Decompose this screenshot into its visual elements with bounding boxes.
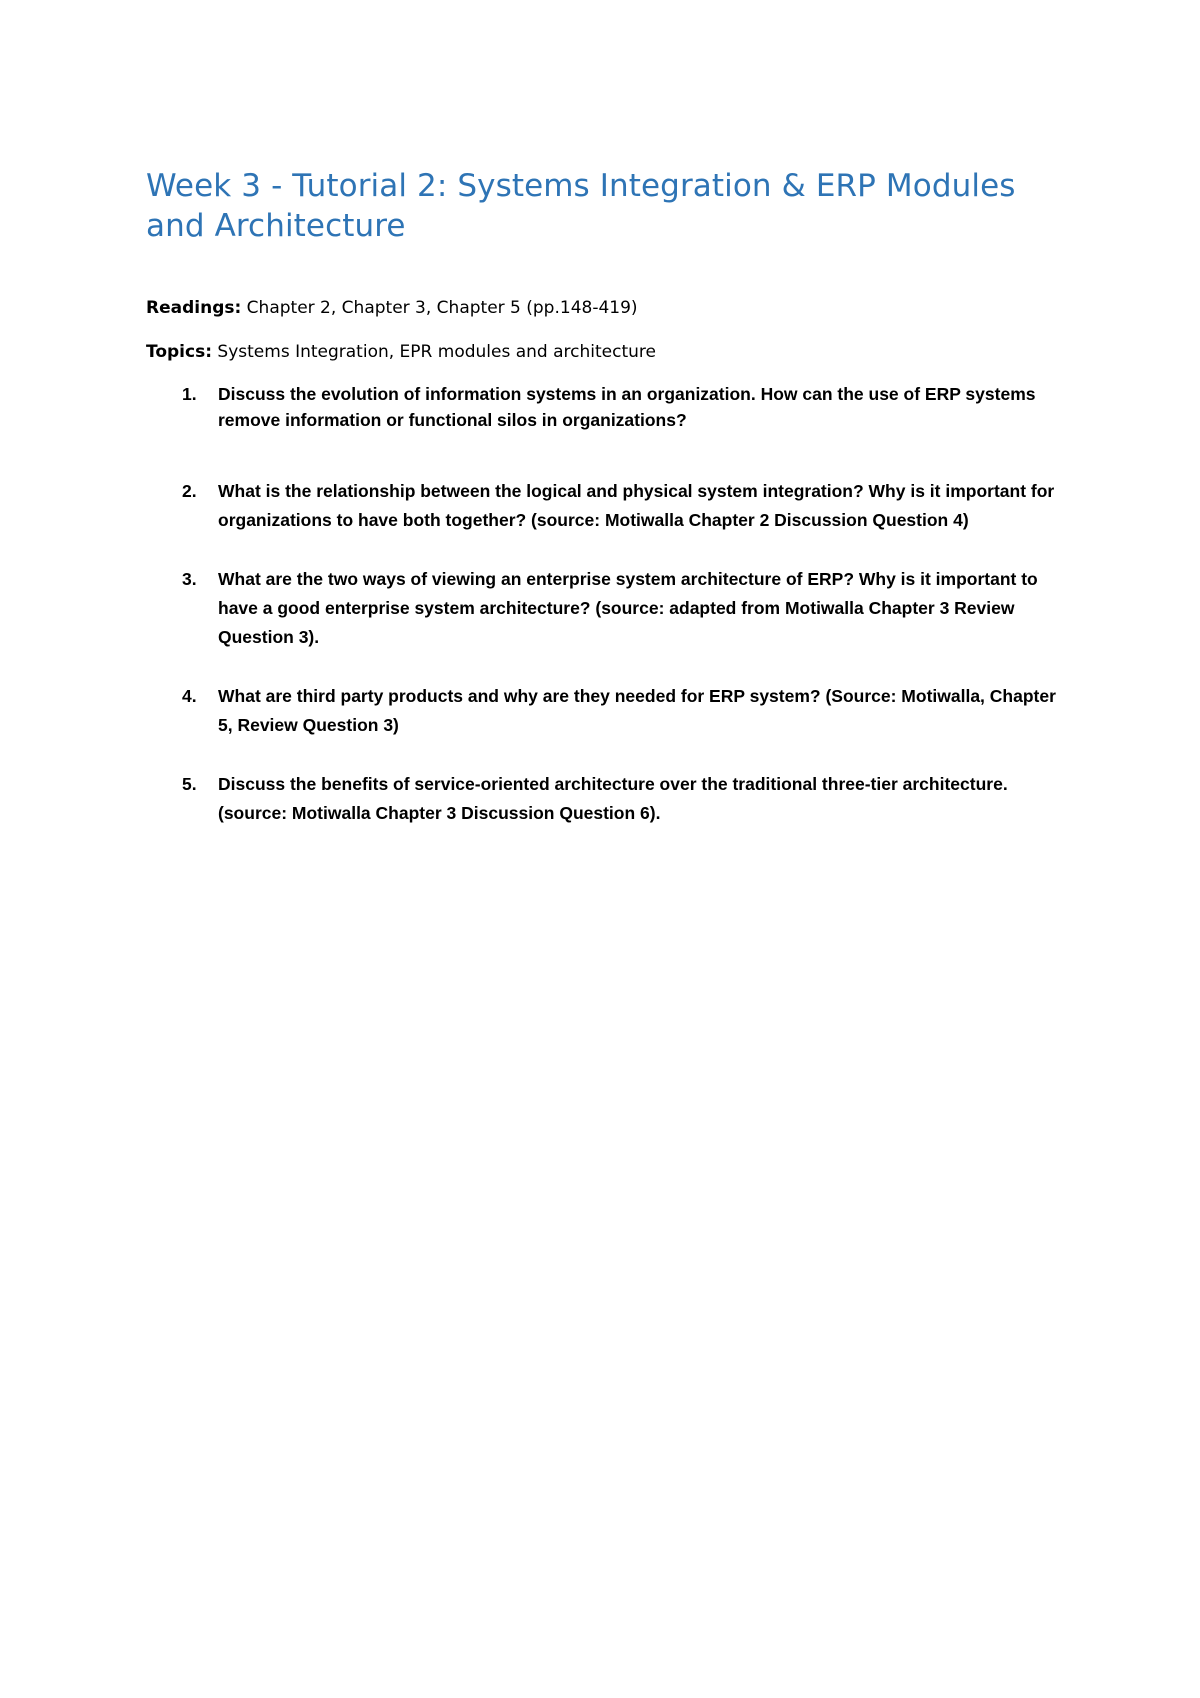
- topics-line: [146, 340, 1066, 364]
- question-number: 5.: [182, 774, 197, 794]
- question-text: Discuss the evolution of information systems in an organization. How can the use of ERP systems remove information or functional silos in organizations?: [218, 384, 1036, 430]
- topics-text: Systems Integration, EPR modules and architecture: [212, 342, 656, 362]
- question-text: What are the two ways of viewing an enterprise system architecture of ERP? Why is it important to have a good enterprise system architecture? (source: adapted from Motiwalla Chapter 3 Review Question 3).: [218, 569, 1038, 647]
- readings-label: Readings:: [146, 298, 242, 318]
- question-text: What is the relationship between the logical and physical system integration? Why is it important for organizations to have both together? (source: Motiwalla Chapter 2 Discussion Question 4): [218, 481, 1055, 530]
- question-number: 1.: [182, 384, 197, 404]
- question-item: [146, 477, 1066, 535]
- topics-label: Topics:: [146, 342, 213, 362]
- readings-text: Chapter 2, Chapter 3, Chapter 5 (pp.148-419): [241, 298, 638, 318]
- question-item: [146, 381, 1066, 433]
- question-number: 3.: [182, 569, 197, 589]
- question-item: [146, 770, 1066, 828]
- question-number: 2.: [182, 481, 197, 501]
- document-title: Week 3 - Tutorial 2: Systems Integration & ERP Modules and Architecture: [146, 168, 1016, 244]
- question-text: What are third party products and why are they needed for ERP system? (Source: Motiwalla, Chapter 5, Review Question 3): [218, 686, 1056, 735]
- question-text: Discuss the benefits of service-oriented architecture over the traditional three-tier architecture. (source: Motiwalla Chapter 3 Discussion Question 6).: [218, 774, 1008, 823]
- question-number: 4.: [182, 686, 197, 706]
- question-item: [146, 565, 1066, 652]
- document-content: [146, 166, 1066, 828]
- question-list: [146, 381, 1066, 828]
- readings-line: [146, 296, 1066, 320]
- question-item: [146, 682, 1066, 740]
